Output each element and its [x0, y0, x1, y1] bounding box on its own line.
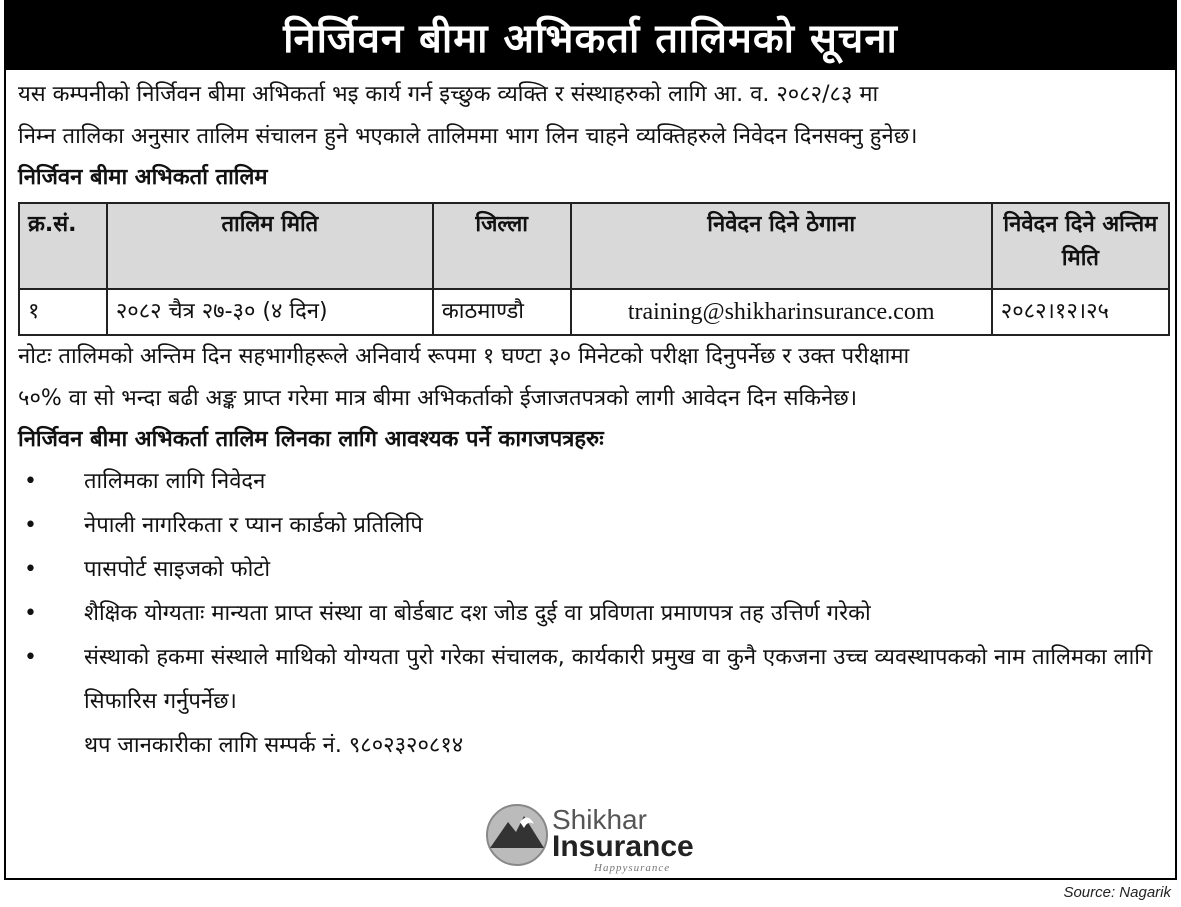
list-item: • तालिमका लागि निवेदन: [18, 460, 1168, 504]
bullet-icon: •: [24, 601, 37, 626]
list-item: • संस्थाको हकमा संस्थाले माथिको योग्यता पुरो गरेका संचालक, कार्यकारी प्रमुख वा कुनै एकजना उच्च व्यवस्थापकको नाम तालिमका लागि सिफारिस गर्नुपर्नेछ।: [18, 636, 1168, 724]
list-item: • शैक्षिक योग्यताः मान्यता प्राप्त संस्था वा बोर्डबाट दश जोड दुई वा प्रविणता प्रमाणपत्र तह उत्तिर्ण गरेको: [18, 592, 1168, 636]
training-table: [18, 202, 1170, 336]
bullet-icon: •: [24, 513, 37, 538]
documents-heading: निर्जिवन बीमा अभिकर्ता तालिम लिनका लागि आवश्यक पर्ने कागजपत्रहरुः: [18, 427, 604, 452]
table-row: [19, 289, 1169, 335]
bullet-icon: •: [24, 557, 37, 582]
bullet-icon: •: [24, 469, 37, 494]
header-application-address: निवेदन दिने ठेगाना: [571, 203, 992, 289]
list-item: • नेपाली नागरिकता र प्यान कार्डको प्रतिलिपि: [18, 504, 1168, 548]
note-line-2: ५०% वा सो भन्दा बढी अङ्क प्राप्त गरेमा मात्र बीमा अभिकर्ताको ईजाजतपत्रको लागी आवेदन दिन सकिनेछ।: [18, 386, 858, 411]
header-deadline: निवेदन दिने अन्तिम मिति: [992, 203, 1169, 289]
logo-tagline: Happysurance: [594, 862, 671, 874]
cell-training-date: २०८२ चैत्र २७-३० (४ दिन): [107, 289, 433, 335]
note-line-1: नोटः तालिमको अन्तिम दिन सहभागीहरूले अनिवार्य रूपमा १ घण्टा ३० मिनेटको परीक्षा दिनुपर्नेछ र उक्त परीक्षामा: [18, 344, 910, 369]
shikhar-logo: [484, 798, 724, 878]
header-training-date: तालिम मिति: [107, 203, 433, 289]
list-item: • पासपोर्ट साइजको फोटो: [18, 548, 1168, 592]
cell-serial: १: [19, 289, 107, 335]
intro-line-2: निम्न तालिका अनुसार तालिम संचालन हुने भएकाले तालिममा भाग लिन चाहने व्यक्तिहरुले निवेदन दिनसक्नु हुनेछ।: [18, 124, 918, 149]
header-district: जिल्ला: [433, 203, 571, 289]
cell-district: काठमाण्डौ: [433, 289, 571, 335]
cell-email-link[interactable]: training@shikharinsurance.com: [571, 289, 992, 335]
notice-title: निर्जिवन बीमा अभिकर्ता तालिमको सूचना: [283, 15, 898, 62]
section-heading: निर्जिवन बीमा अभिकर्ता तालिम: [18, 165, 268, 190]
notice-frame: [4, 0, 1177, 880]
logo-name-line1: Shikhar: [552, 804, 647, 835]
cell-deadline: २०८२।१२।२५: [992, 289, 1169, 335]
title-bar: [6, 2, 1175, 70]
mountain-logo-icon: [484, 802, 550, 868]
contact-line: थप जानकारीका लागि सम्पर्क नं. ९८०२३२०८१४: [84, 733, 464, 758]
notice-content: [18, 74, 1168, 768]
source-credit: Source: Nagarik: [1063, 884, 1171, 901]
header-serial: क्र.सं.: [19, 203, 107, 289]
logo-name-line2: Insurance: [552, 830, 694, 863]
intro-line-1: यस कम्पनीको निर्जिवन बीमा अभिकर्ता भइ कार्य गर्न इच्छुक व्यक्ति र संस्थाहरुको लागि आ. व. २०८२/८३ मा: [18, 82, 879, 107]
bullet-icon: •: [24, 645, 37, 670]
documents-list: [18, 460, 1168, 724]
table-header-row: [19, 203, 1169, 289]
